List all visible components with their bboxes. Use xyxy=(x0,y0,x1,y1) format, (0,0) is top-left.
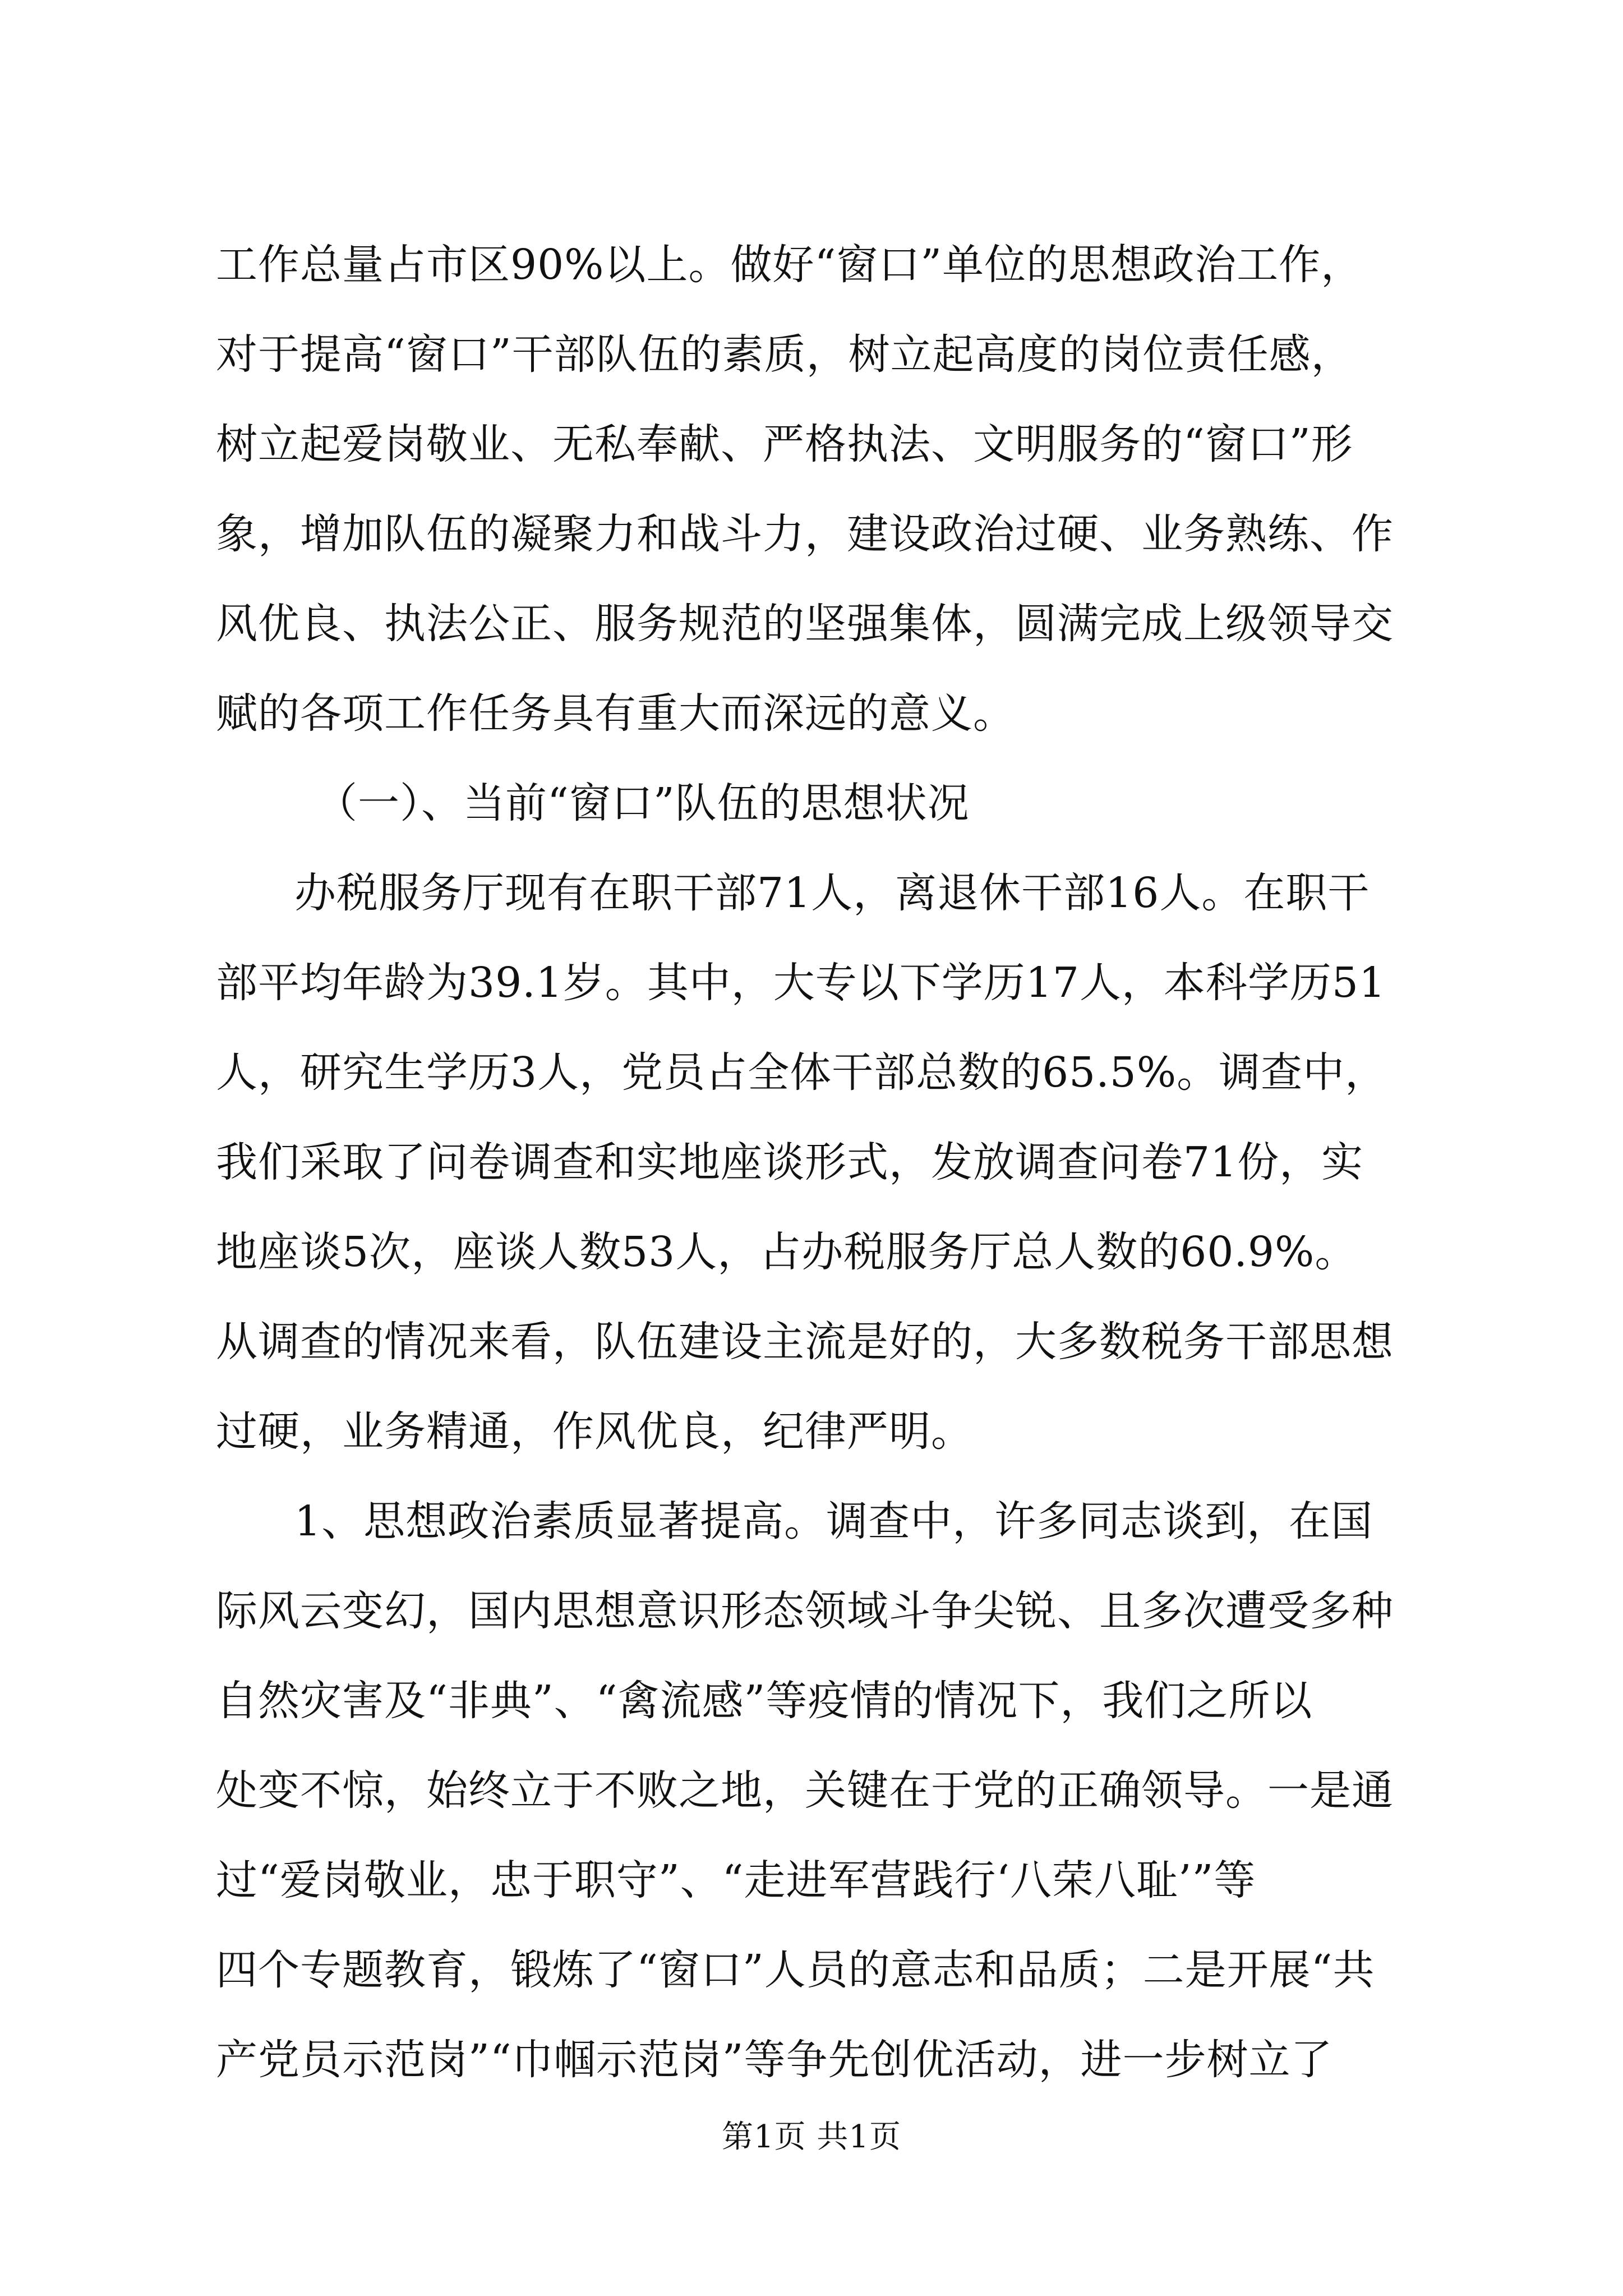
text-line: 工作总量占市区90%以上。做好“窗口”单位的思想政治工作， xyxy=(216,241,1363,289)
text-line: 过硬，业务精通，作风优良，纪律严明。 xyxy=(216,1407,973,1456)
text-line: 人，研究生学历3人，党员占全体干部总数的65.5%。调查中， xyxy=(216,1048,1387,1097)
text-line: 赋的各项工作任务具有重大而深远的意义。 xyxy=(216,689,1015,738)
text-line: 象，增加队伍的凝聚力和战斗力，建设政治过硬、业务熟练、作 xyxy=(216,510,1394,558)
text-line: 我们采取了问卷调查和实地座谈形式，发放调查问卷71份，实 xyxy=(216,1138,1364,1186)
text-line: 部平均年龄为39.1岁。其中，大专以下学历17人，本科学历51 xyxy=(216,959,1386,1007)
document-body xyxy=(216,220,1427,2105)
text-line: 处变不惊，始终立于不败之地，关键在于党的正确领导。一是通 xyxy=(216,1766,1394,1815)
text-line: 地座谈5次，座谈人数53人，占办税服务厅总人数的60.9%。 xyxy=(216,1228,1357,1276)
paragraph-first-line: 1、思想政治素质显著提高。调查中，许多同志谈到，在国 xyxy=(294,1497,1373,1545)
section-heading: （一）、当前“窗口”队伍的思想状况 xyxy=(316,779,970,827)
text-line: 风优良、执法公正、服务规范的坚强集体，圆满完成上级领导交 xyxy=(216,600,1394,648)
paragraph-first-line: 办税服务厅现有在职干部71人，离退休干部16人。在职干 xyxy=(294,869,1370,917)
text-line: 树立起爱岗敬业、无私奉献、严格执法、文明服务的“窗口”形 xyxy=(216,420,1353,468)
text-line: 从调查的情况来看，队伍建设主流是好的，大多数税务干部思想 xyxy=(216,1318,1394,1366)
text-line: 际风云变幻，国内思想意识形态领域斗争尖锐、且多次遭受多种 xyxy=(216,1587,1394,1635)
text-line: 产党员示范岗”“巾帼示范岗”等争先创优活动，进一步树立了 xyxy=(216,2036,1333,2084)
text-line: 自然灾害及“非典”、“禽流感”等疫情的情况下，我们之所以 xyxy=(216,1677,1313,1725)
page-footer xyxy=(0,2115,1623,2160)
page-number-label: 第1页 共1页 xyxy=(721,2119,902,2155)
text-line: 四个专题教育，锻炼了“窗口”人员的意志和品质；二是开展“共 xyxy=(216,1946,1375,1994)
text-line: 对于提高“窗口”干部队伍的素质，树立起高度的岗位责任感， xyxy=(216,330,1353,379)
text-line: 过“爱岗敬业，忠于职守”、“走进军营践行‘八荣八耻’”等 xyxy=(216,1856,1256,1904)
